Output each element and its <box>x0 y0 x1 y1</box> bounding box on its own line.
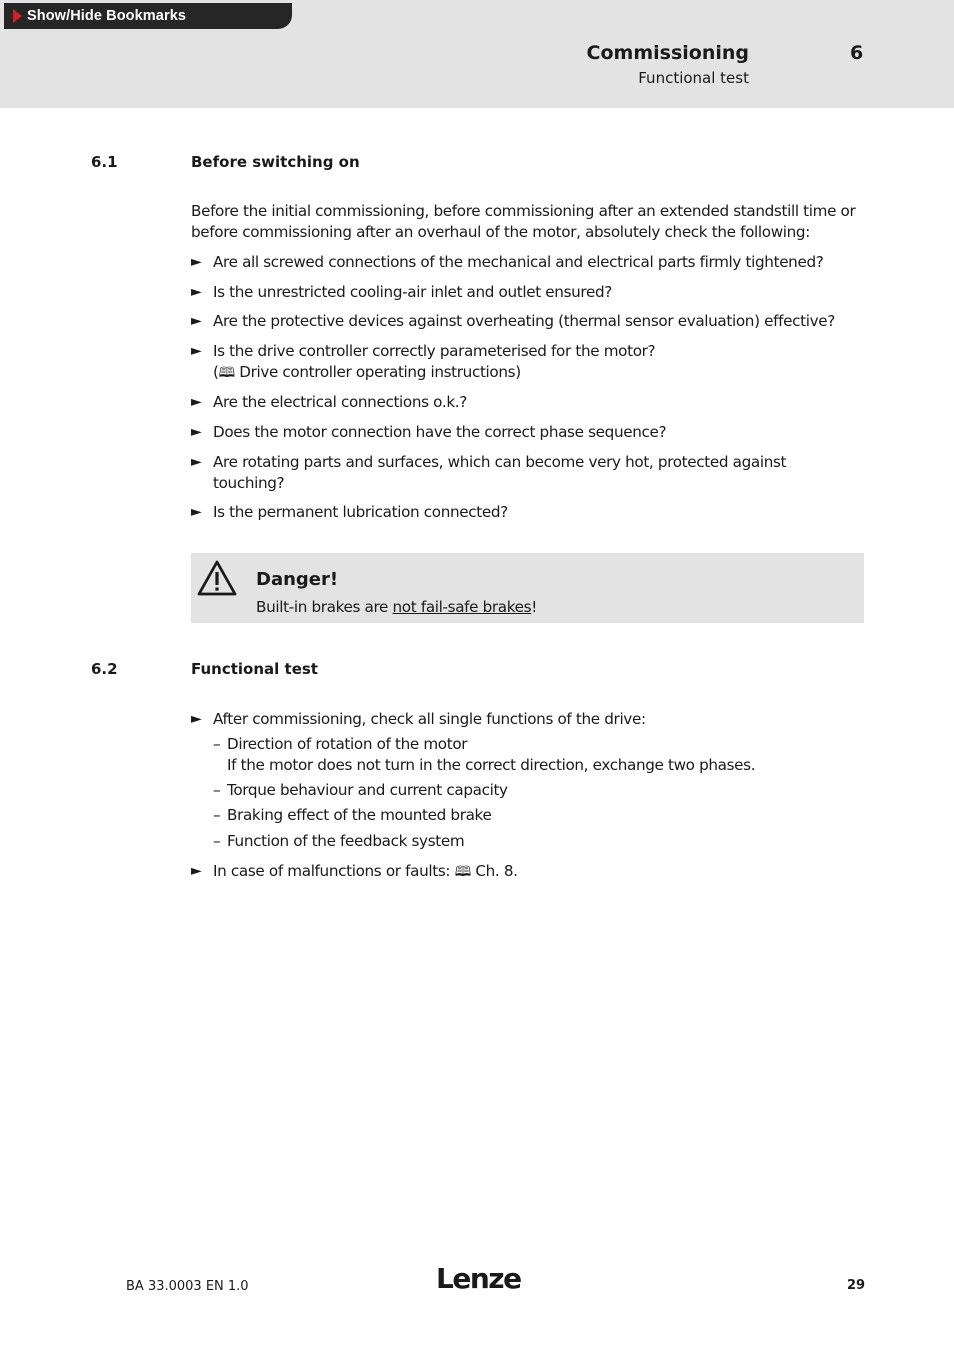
list-item: ► Are rotating parts and surfaces, which can become very hot, protected against touching? <box>191 453 787 492</box>
list-item: ► Is the unrestricted cooling-air inlet and outlet ensured? <box>191 283 612 301</box>
bookmarks-label: Show/Hide Bookmarks <box>27 8 187 24</box>
list-item: ► In case of malfunctions or faults: 🕮 Ch. 8. <box>191 862 518 880</box>
danger-text: Built-in brakes are not fail-safe brakes! <box>256 598 537 616</box>
show-hide-bookmarks-button[interactable] <box>4 3 292 29</box>
sub-list-item: – Torque behaviour and current capacity <box>213 781 508 799</box>
section-title: Before switching on <box>191 153 360 171</box>
triangle-right-icon <box>13 9 22 23</box>
section-number: 6.1 <box>91 153 118 171</box>
bullet-triangle-icon: ► <box>191 711 202 727</box>
bullet-triangle-icon: ► <box>191 254 202 270</box>
bullet-triangle-icon: ► <box>191 863 202 879</box>
bullet-triangle-icon: ► <box>191 454 202 470</box>
list-item: ► Are the protective devices against overheating (thermal sensor evaluation) effective? <box>191 312 835 330</box>
page-number: 29 <box>847 1278 866 1293</box>
bullet-triangle-icon: ► <box>191 504 202 520</box>
bullet-triangle-icon: ► <box>191 284 202 300</box>
chapter-number: 6 <box>850 42 864 64</box>
chapter-subtitle: Functional test <box>638 69 749 87</box>
bullet-triangle-icon: ► <box>191 394 202 410</box>
bullet-triangle-icon: ► <box>191 424 202 440</box>
section-title: Functional test <box>191 660 318 678</box>
danger-title: Danger! <box>256 569 339 590</box>
list-item: ► Are the electrical connections o.k.? <box>191 393 467 411</box>
lenze-logo: Lenze <box>436 1262 521 1295</box>
bullet-triangle-icon: ► <box>191 313 202 329</box>
book-icon: 🕮 <box>454 864 471 880</box>
section-number: 6.2 <box>91 660 118 678</box>
chapter-title: Commissioning <box>586 42 749 64</box>
sub-list-item: – Function of the feedback system <box>213 832 465 850</box>
warning-triangle-icon <box>196 559 238 597</box>
sub-list-item: – Direction of rotation of the motor If the motor does not turn in the correct direction, exchange two phases. <box>213 735 756 774</box>
bullet-triangle-icon: ► <box>191 343 202 359</box>
list-item: ► Does the motor connection have the correct phase sequence? <box>191 423 667 441</box>
danger-notice <box>191 553 864 623</box>
list-item: ► After commissioning, check all single functions of the drive: <box>191 710 646 728</box>
list-item: ► Are all screwed connections of the mechanical and electrical parts firmly tightened? <box>191 253 824 271</box>
list-item: ► Is the permanent lubrication connected? <box>191 503 508 521</box>
danger-emphasis: not fail-safe brakes <box>392 598 532 616</box>
book-icon: 🕮 <box>218 365 235 381</box>
list-item: ► Is the drive controller correctly parameterised for the motor? (🕮 Drive controller operating instructions) <box>191 341 871 384</box>
sub-list-item: – Braking effect of the mounted brake <box>213 806 492 824</box>
reference-line: (🕮 Drive controller operating instructions) <box>213 363 521 381</box>
document-id: BA 33.0003 EN 1.0 <box>126 1279 249 1294</box>
intro-paragraph: Before the initial commissioning, before commissioning after an extended standstill time or before commissioning after an overhaul of the motor, absolutely check the following: <box>191 202 856 241</box>
